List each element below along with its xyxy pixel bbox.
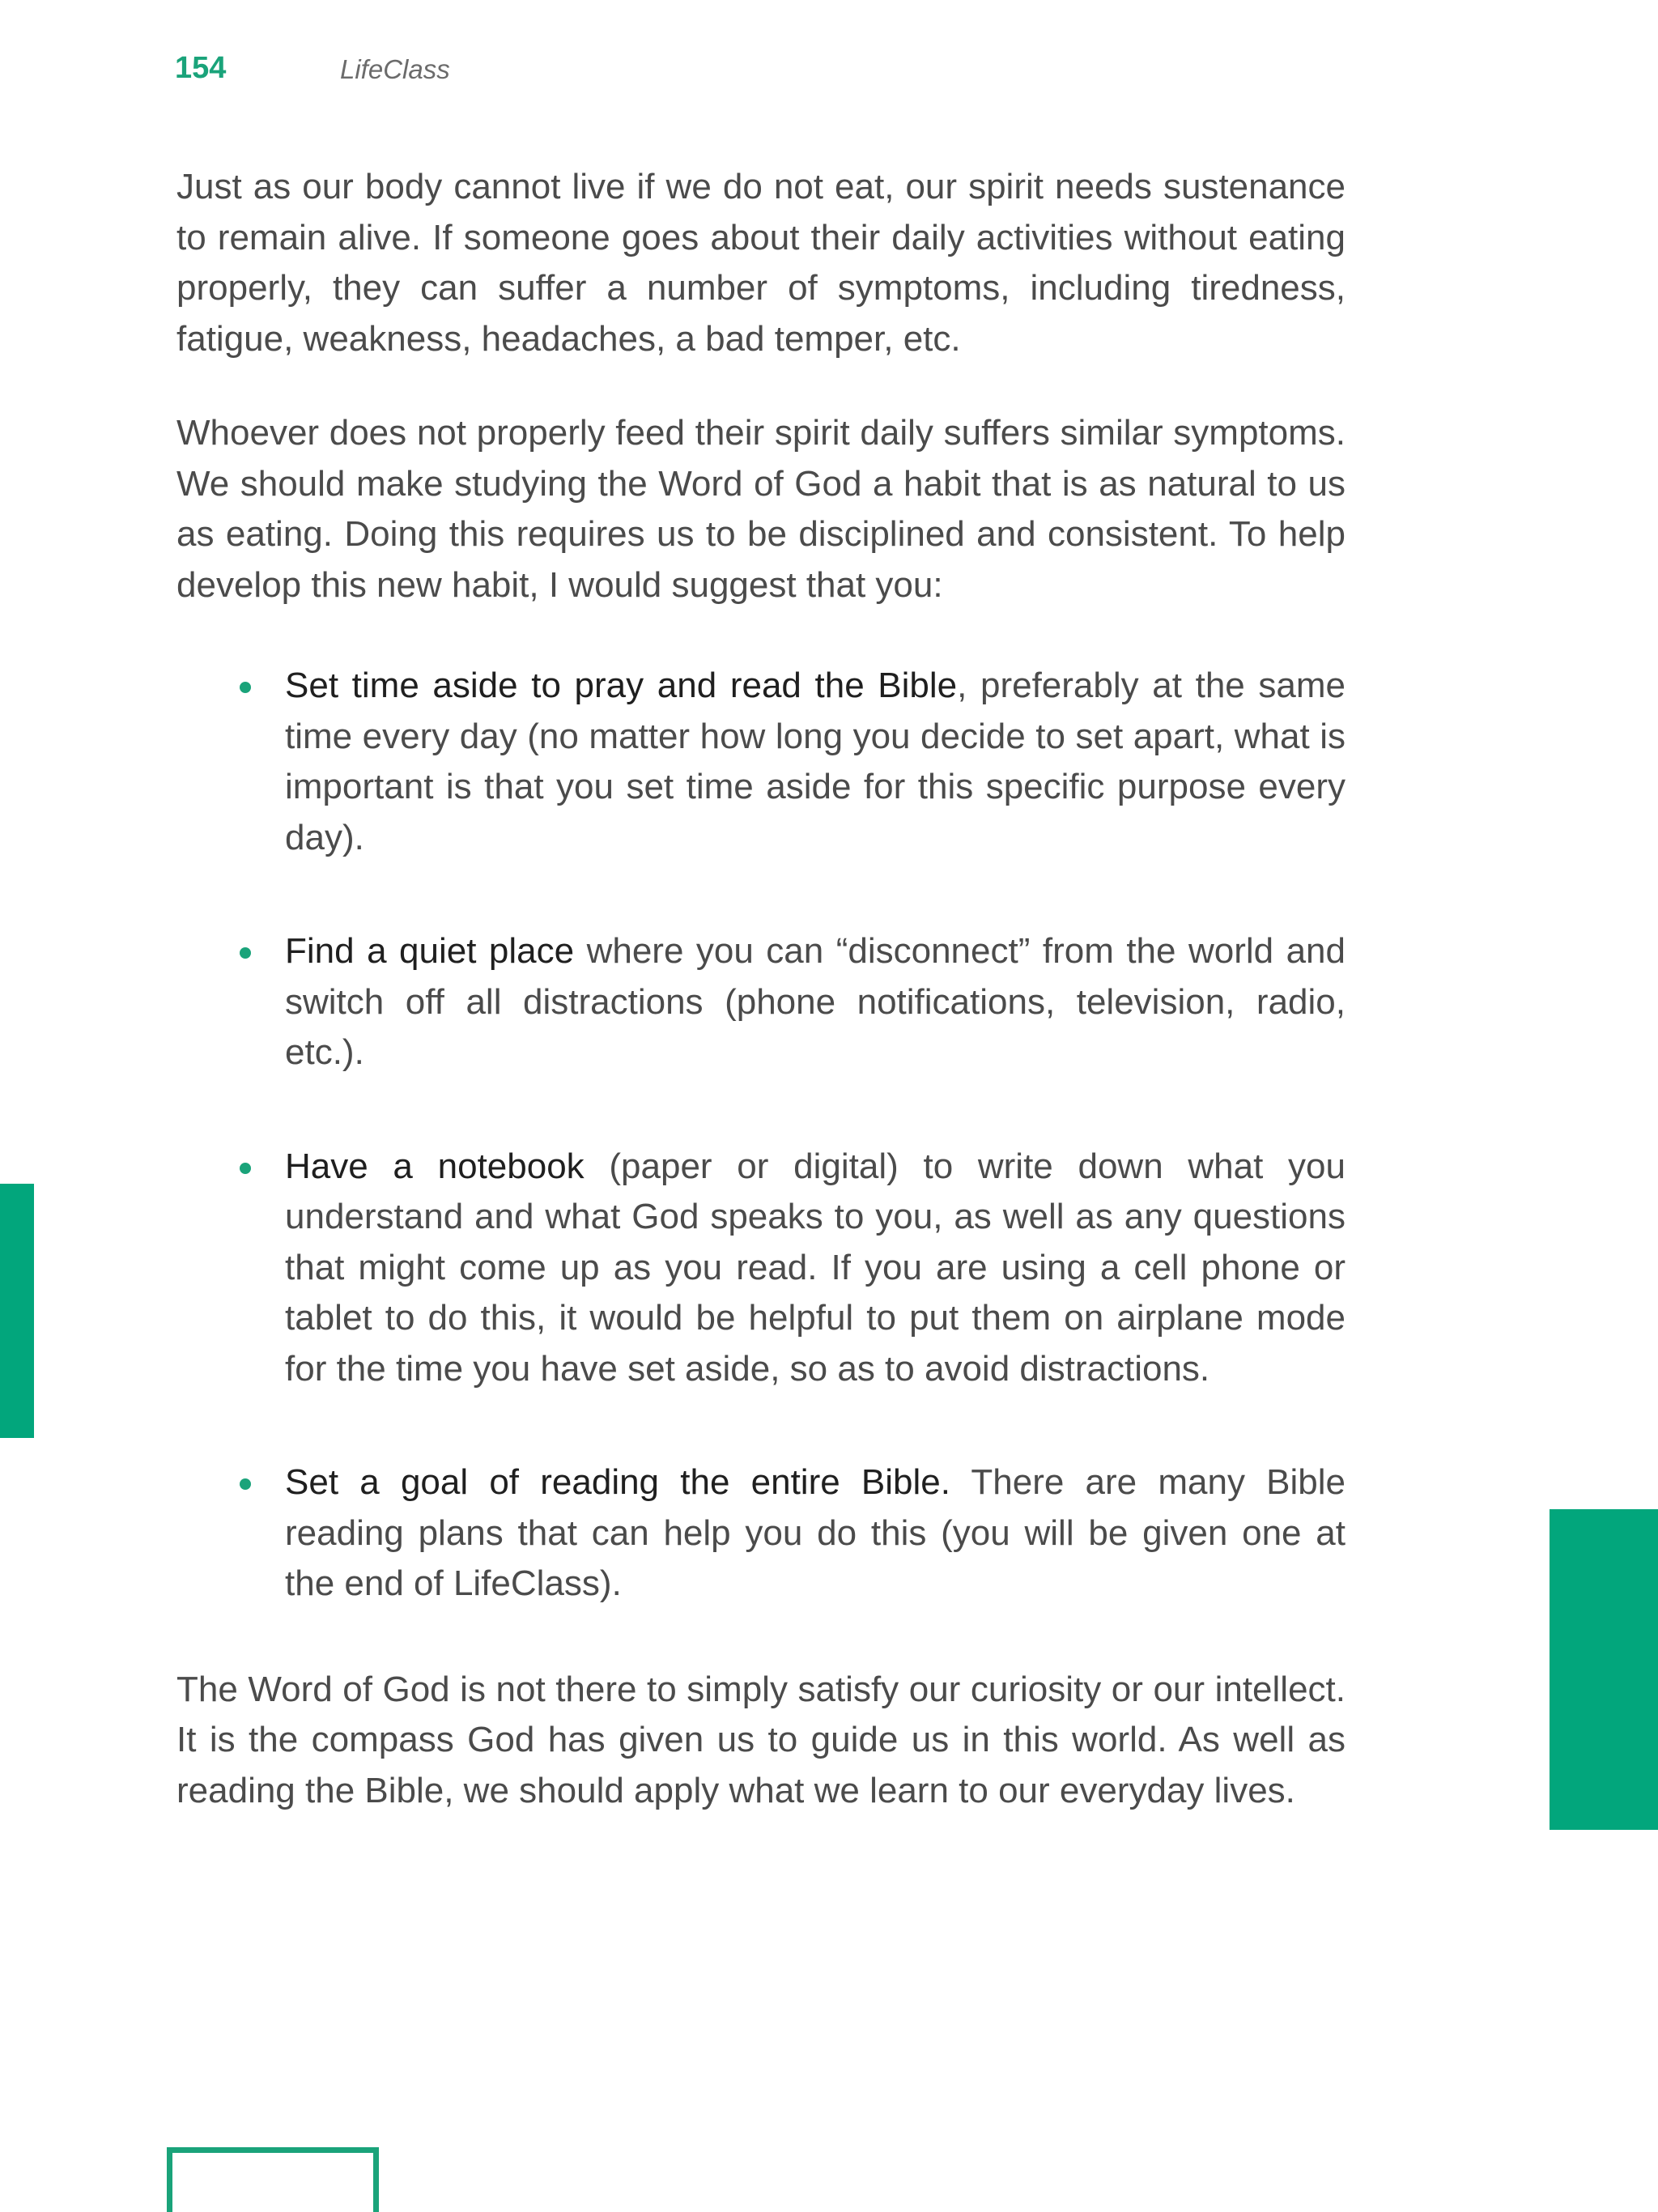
list-item [285, 1142, 1346, 1395]
chapter-tab-right [1550, 1509, 1658, 1830]
footer-frame [167, 2147, 379, 2212]
list-item-lead: Set time aside to pray and read the Bible [285, 666, 958, 705]
bullet-dot-icon [240, 1478, 251, 1490]
chapter-tab-left [0, 1184, 34, 1438]
list-item-text: , preferably at the same time every day (no matter how long you decide to set apart, what is important is that you set time aside for this specific purpose every day). [285, 666, 1346, 857]
list-item-lead: Have a notebook [285, 1146, 585, 1186]
page-body [176, 162, 1346, 1816]
bullet-dot-icon [240, 1163, 251, 1174]
list-item [285, 661, 1346, 863]
list-item-text: (paper or digital) to write down what you understand and what God speaks to you, as well as any questions that might come up as you read. If you are using a cell phone or tablet to do this, it would be helpful to put them on airplane mode for the time you have set aside, so as to avoid distractions. [285, 1146, 1346, 1389]
body-paragraph: Just as our body cannot live if we do not eat, our spirit needs sustenance to remain alive. If someone goes about their daily activities without eating properly, they can suffer a number of symptoms, including tiredness, fatigue, weakness, headaches, a bad temper, etc. [176, 167, 1346, 359]
body-paragraph: The Word of God is not there to simply satisfy our curiosity or our intellect. It is the compass God has given us to guide us in this world. As well as reading the Bible, we should apply what we learn to our everyday lives. [176, 1669, 1346, 1810]
list-item [285, 1457, 1346, 1610]
list-item [285, 926, 1346, 1078]
list-item-lead: Find a quiet place [285, 931, 575, 971]
list-item-lead: Set a goal of reading the entire Bible. [285, 1462, 950, 1502]
list-item-text: where you can “disconnect” from the world and switch off all distractions (phone notifications, television, radio, etc.). [285, 931, 1346, 1072]
list-item-text: There are many Bible reading plans that can help you do this (you will be given one at the end of LifeClass). [285, 1462, 1346, 1603]
bullet-dot-icon [240, 947, 251, 959]
bullet-dot-icon [240, 682, 251, 693]
suggestion-list [176, 661, 1346, 1610]
body-paragraph: Whoever does not properly feed their spirit daily suffers similar symptoms. We should make studying the Word of God a habit that is as natural to us as eating. Doing this requires us to be disciplined and consistent. To help develop this new habit, I would suggest that you: [176, 413, 1346, 605]
running-head: LifeClass [340, 54, 450, 84]
page-number: 154 [175, 51, 227, 85]
